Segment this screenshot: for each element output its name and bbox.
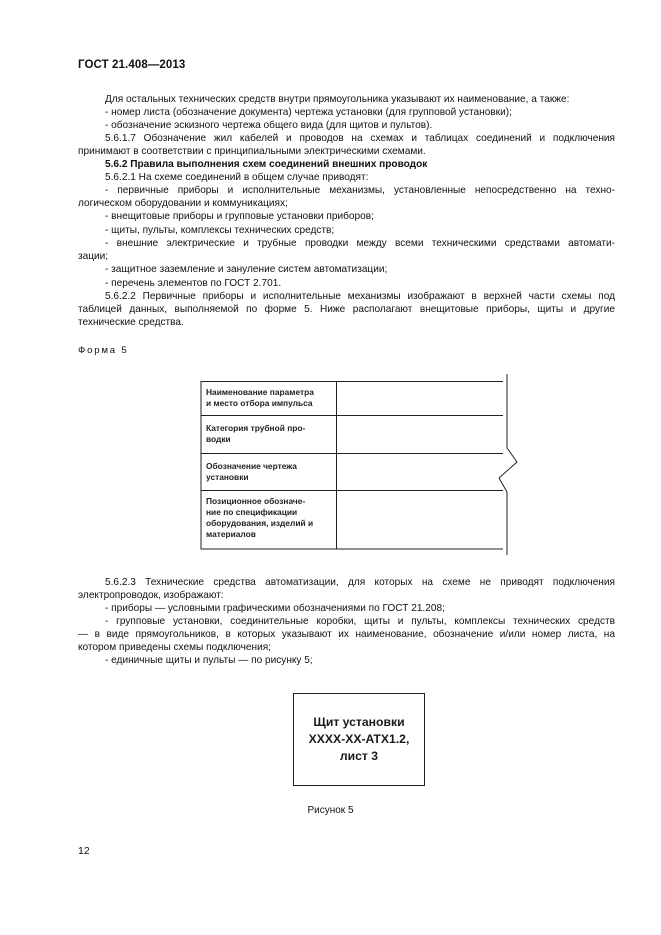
form-cell-text: Позиционное обозначе- [206,496,306,506]
list-item: - перечень элементов по ГОСТ 2.701. [105,278,282,289]
paragraph-line: котором приведены схемы подключения; [78,642,271,653]
form-row-position-designation [206,496,313,540]
list-item: - приборы — условными графическими обозначениями по ГОСТ 21.208; [105,603,445,614]
form-cell-text: ние по спецификации [206,507,298,517]
paragraph-line: таблицей данных, выполняемой по форме 5. Ниже располагают внещитовые приборы, щиты и другие [78,304,615,315]
paragraph-line: 5.6.1.7 Обозначение жил кабелей и проводов на схемах и таблицах соединений и подключения [105,133,615,144]
figure-line: лист 3 [339,749,379,763]
figure-5-panel-box [293,693,425,786]
figure-line: Щит установки [313,715,405,729]
paragraph-line: принимают в соответствии с принципиальными электрическими схемами. [78,146,426,157]
list-item: - обозначение эскизного чертежа общего вида (для щитов и пультов). [105,120,433,131]
paragraph-line: 5.6.2.2 Первичные приборы и исполнительные механизмы изображают в верхней части схемы под [105,291,615,302]
paragraph-line: Для остальных технических средств внутри прямоугольника указывают их наименование, а также: [105,94,570,105]
paragraph-line: 5.6.2.1 На схеме соединений в общем случае приводят: [105,172,369,183]
paragraph-line: 5.6.2.3 Технические средства автоматизации, для которых на схеме не приводят подключения [105,577,615,588]
form-break-mask [503,370,523,555]
form-cell-text: и место отбора импульса [206,398,313,408]
form-row-parameter [206,387,314,409]
document-header: ГОСТ 21.408—2013 [78,59,186,71]
page-number: 12 [78,845,90,857]
form-row-pipe-category [206,423,305,445]
list-item: - внещитовые приборы и групповые установки приборов; [105,211,374,222]
list-item: - защитное заземление и зануление систем автоматизации; [105,264,388,275]
list-item: - номер листа (обозначение документа) чертежа установки (для групповой установки); [105,107,512,118]
paragraph-line: — в виде прямоугольников, в которых указывают их наименование, обозначение и/или номер листа, на [78,629,615,640]
paragraph-line: зации; [78,251,109,262]
figure-line: XXXX-XX-ATX1.2, [308,732,410,746]
paragraph-line: электропроводок, изображают: [78,590,224,601]
paragraph-line: технические средства. [78,317,184,328]
form-cell-text: Наименование параметра [206,387,314,397]
form-cell-text: водки [206,434,231,444]
list-item: - групповые установки, соединительные коробки, щиты и пульты, комплексы технических средств [105,616,615,627]
list-item: - щиты, пульты, комплексы технических средств; [105,225,335,236]
form-cell-text: установки [206,472,249,482]
form-cell-text: Категория трубной про- [206,423,306,433]
paragraph-line: логическом оборудовании и коммуникациях; [78,198,288,209]
figure-caption: Рисунок 5 [307,805,354,816]
figure-5-label [309,714,410,765]
list-item: - первичные приборы и исполнительные механизмы, установленные непосредственно на техно- [105,185,615,196]
form-label: Форма 5 [78,345,129,356]
form-cell-text: материалов [206,529,256,539]
list-item: - единичные щиты и пульты — по рисунку 5; [105,655,313,666]
section-heading: 5.6.2 Правила выполнения схем соединений внешних проводок [105,159,428,170]
form-cell-text: оборудования, изделий и [206,518,314,528]
form-cell-text: Обозначение чертежа [206,461,297,471]
form-row-installation-drawing [206,461,297,483]
list-item: - внешние электрические и трубные проводки между всеми техническими средствами автомати- [105,238,615,249]
